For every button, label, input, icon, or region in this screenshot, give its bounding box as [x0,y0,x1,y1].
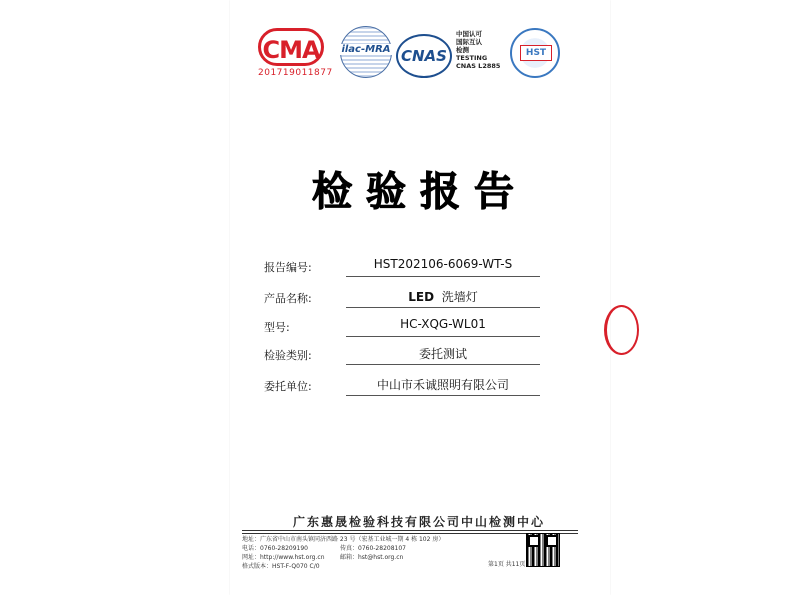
field-underline [346,364,540,365]
footer-form-version: 格式版本：HST-F-Q070 C/0 [242,563,320,570]
field-value: 委托测试 [418,347,467,361]
page-number: 第1页 共11页 [488,561,526,568]
field-value: HC-XQG-WL01 [400,317,486,331]
cma-logo [258,28,333,82]
footer-email[interactable]: 邮箱：hst@hst.org.cn [340,554,404,561]
field-value: 洗墙灯 [441,290,478,304]
field-value-bold: LED [408,290,435,304]
report-cover [230,0,610,595]
ilac-globe-icon [340,26,392,78]
field-test-category [264,341,540,369]
field-underline [346,395,540,396]
field-label: 型号: [264,321,290,334]
hst-seal-icon [510,28,560,78]
cnas-line: 中国认可 [456,30,482,38]
footer-divider [242,530,578,531]
red-stamp-edge-icon [604,305,639,355]
field-client [264,372,540,400]
field-product-name [264,284,540,312]
field-underline [346,307,540,308]
hst-mark: HST [520,45,552,61]
field-label: 产品名称: [264,292,312,305]
field-model [264,313,540,341]
cnas-line: 国际互认 [456,38,482,46]
lab-company-name: 广东惠晟检验科技有限公司中山检测中心 [292,515,545,529]
footer-website[interactable]: 网址：http://www.hst.org.cn [242,554,325,561]
cnas-line: TESTING [456,54,488,62]
qr-code-icon [526,533,560,567]
field-underline [346,276,540,277]
field-report-number [264,253,540,281]
hst-logo [510,28,562,80]
cma-mark: CMA [258,28,324,66]
ilac-mra-logo [338,26,394,82]
field-label: 检验类别: [264,349,312,362]
footer-address: 地址：广东省中山市南头镇同济西路 23 号（宏基工业城一期 4 栋 102 房） [242,536,445,543]
cnas-line: 检测 [456,46,469,54]
cnas-mark: CNAS [396,34,452,78]
footer-fax: 传真：0760-28208107 [340,545,406,552]
footer-phone: 电话：0760-28209190 [242,545,308,552]
field-label: 报告编号: [264,261,312,274]
field-label: 委托单位: [264,380,312,393]
cnas-line: CNAS L2885 [456,62,501,70]
report-title: 检验报告 [312,169,528,215]
cnas-logo [396,28,452,80]
field-value-wrap [346,288,540,305]
field-value: 中山市禾诚照明有限公司 [376,378,509,392]
ilac-mark: ilac-MRA [337,44,395,55]
field-value: HST202106-6069-WT-S [373,257,513,271]
field-underline [346,336,540,337]
cma-number: 201719011877 [258,68,333,78]
